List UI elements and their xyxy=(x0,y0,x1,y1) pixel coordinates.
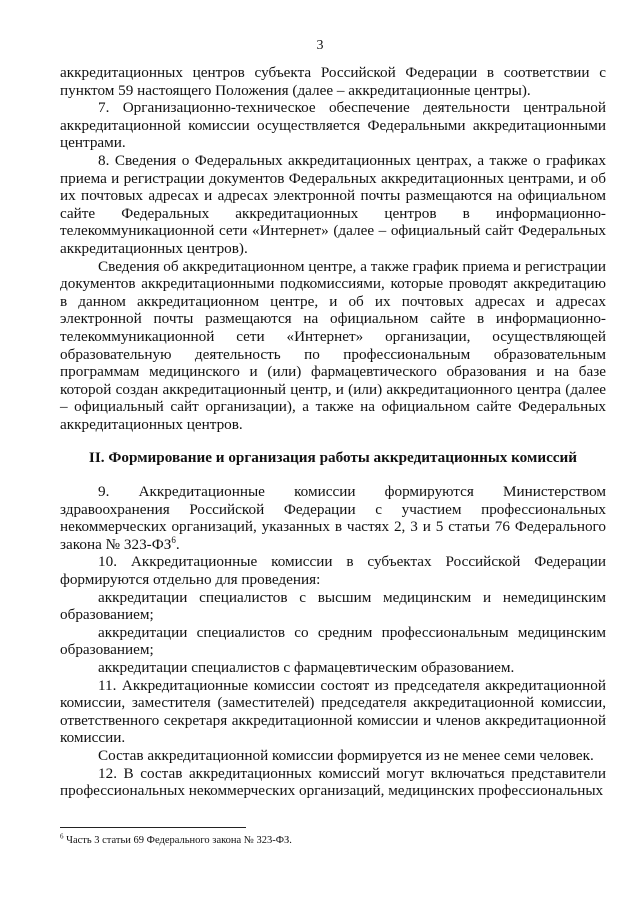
paragraph-9 xyxy=(60,483,606,553)
footnote xyxy=(60,834,606,847)
footnote-text: Часть 3 статьи 69 Федерального закона № 323-ФЗ. xyxy=(63,835,292,846)
paragraph-continuation: аккредитационных центров субъекта Российской Федерации в соответствии с пунктом 59 настоящего Положения (далее – аккредитационные центры). xyxy=(60,64,606,99)
paragraph-9-text: 9. Аккредитационные комиссии формируются Министерством здравоохранения Российской Федерации с участием профессиональных некоммерческих организаций, указанных в частях 2, 3 и 5 статьи 76 Федерального закона № 323-ФЗ xyxy=(60,483,606,553)
footnote-reference: 6 xyxy=(171,534,176,545)
paragraph-9-end: . xyxy=(175,535,180,553)
list-item: аккредитации специалистов со средним профессиональным медицинским образованием; xyxy=(60,623,606,659)
footnote-mark: 6 xyxy=(60,832,64,841)
section-heading: II. Формирование и организация работы аккредитационных комиссий xyxy=(88,449,578,467)
paragraph-10: 10. Аккредитационные комиссии в субъектах Российской Федерации формируются отдельно для проведения: xyxy=(60,553,606,589)
paragraph-12: 12. В состав аккредитационных комиссий могут включаться представители профессиональных некоммерческих организаций, медицинских профессиональных xyxy=(60,764,606,800)
list-item: аккредитации специалистов с высшим медицинским и немедицинским образованием; xyxy=(60,588,606,624)
footnote-divider xyxy=(60,827,246,828)
paragraph-8: 8. Сведения о Федеральных аккредитационных центрах, а также о графиках приема и регистрации документов Федеральных аккредитационных центрами, и об их почтовых адресах и адресах электронной почты размещаются на официальном сайте Федеральных аккредитационных центров в информационно-телекоммуникационной сети «Интернет» (далее – официальный сайт Федеральных аккредитационных центров). xyxy=(60,151,606,257)
page-number: 3 xyxy=(316,38,324,53)
paragraph-7: 7. Организационно-техническое обеспечение деятельности центральной аккредитационной комиссии осуществляется Федеральными аккредитационными центрами. xyxy=(60,99,606,152)
paragraph-11: 11. Аккредитационные комиссии состоят из председателя аккредитационной комиссии, заместителя (заместителей) председателя аккредитационной комиссии, ответственного секретаря аккредитационной комиссии и членов аккредитационной комиссии. xyxy=(60,676,606,747)
paragraph-8-accreditation-center-info: Сведения об аккредитационном центре, а также график приема и регистрации документов аккредитационными подкомиссиями, которые проводят аккредитацию в данном аккредитационном центре, и об их почтовых адресах и адресах электронной почты размещаются на официальном сайте в информационно-телекоммуникационной сети «Интернет» организации, осуществляющей образовательную деятельность по профессиональным образовательным программам медицинского и (или) фармацевтического образования и на базе которой создан аккредитационный центр, и (или) аккредитационного центра (далее – официальный сайт организации), а также на официальном сайте Федеральных аккредитационных центров. xyxy=(60,257,606,433)
document-body xyxy=(60,64,606,800)
list-item: аккредитации специалистов с фармацевтическим образованием. xyxy=(98,659,515,676)
paragraph-11-composition: Состав аккредитационной комиссии формируется из не менее семи человек. xyxy=(98,746,594,764)
